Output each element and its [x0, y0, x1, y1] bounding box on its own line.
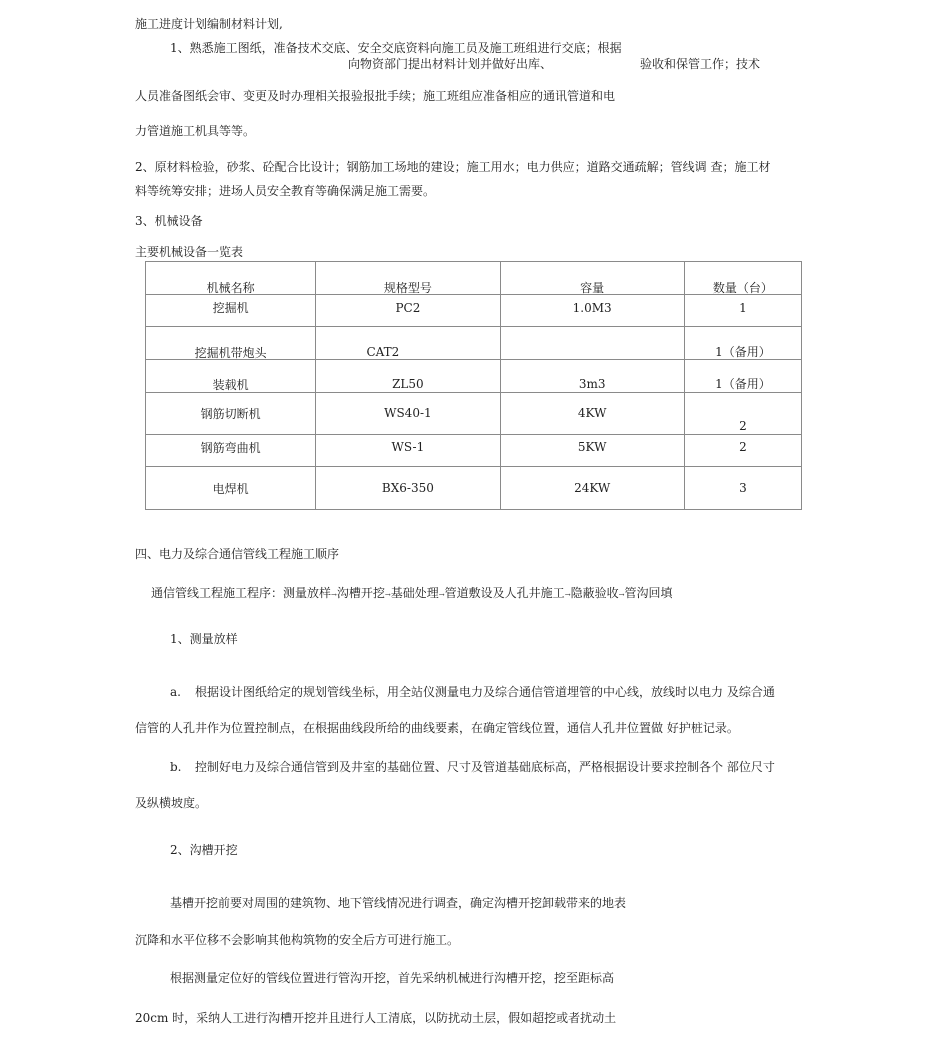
- table-row: [146, 295, 802, 327]
- sequence-step: 隐蔽验收: [570, 586, 619, 600]
- table-cell: CAT2: [316, 327, 500, 360]
- table-cell: ZL50: [316, 360, 500, 393]
- item-a-text: 根据设计图纸给定的规划管线坐标，用全站仪测量电力及综合通信管道埋管的中心线，放线时以电力 及综合通: [195, 685, 775, 699]
- paragraph-1-line-3: 人员准备图纸会审、变更及时办理相关报验报批手续；施工班组应准备相应的通讯管道和电: [135, 89, 616, 103]
- table-cell: 2: [684, 435, 801, 467]
- table-cell: 1（备用）: [684, 360, 801, 393]
- sequence-step: 沟槽开挖: [336, 586, 385, 600]
- paragraph-2-line-2: 料等统筹安排；进场人员安全教育等确保满足施工需要。: [135, 184, 436, 198]
- table-title: 主要机械设备一览表: [135, 245, 244, 259]
- table-cell: BX6-350: [316, 467, 500, 510]
- item-b-label: b.: [170, 760, 182, 774]
- table-cell: 钢筋切断机: [146, 393, 316, 435]
- table-cell: [500, 327, 684, 360]
- table-cell: WS40-1: [316, 393, 500, 435]
- trench-paragraph-line-4: 20cm 时，采纳人工进行沟槽开挖并且进行人工清底，以防扰动土层，假如超挖或者扰动土: [135, 1011, 617, 1025]
- table-cell: 5KW: [500, 435, 684, 467]
- table-cell: 1.0M3: [500, 295, 684, 327]
- arrow-icon: →: [384, 591, 391, 599]
- equipment-table: [145, 261, 802, 510]
- table-cell: 1: [684, 295, 801, 327]
- table-cell: 电焊机: [146, 467, 316, 510]
- item-a-text-line-2: 信管的人孔井作为位置控制点，在根据曲线段所给的曲线要素，在确定管线位置，通信人孔井位置做 好护桩记录。: [135, 721, 739, 735]
- paragraph-1-line-4: 力管道施工机具等等。: [135, 124, 256, 138]
- table-header-cell: 机械名称: [146, 262, 316, 295]
- trench-paragraph-line-3: 根据测量定位好的管线位置进行管沟开挖，首先采纳机械进行沟槽开挖，挖至距标高: [170, 971, 615, 985]
- table-header-cell: 规格型号: [316, 262, 500, 295]
- table-row: [146, 327, 802, 360]
- table-cell: 1（备用）: [684, 327, 801, 360]
- subheading-survey: 1、测量放样: [170, 632, 238, 646]
- arrow-icon: →: [564, 591, 571, 599]
- arrow-icon: →: [331, 591, 337, 599]
- sequence-step: 管沟回填: [624, 586, 673, 600]
- construction-sequence: [151, 585, 672, 603]
- table-row: [146, 435, 802, 467]
- paragraph-1-line-2-right: 验收和保管工作；技术: [640, 57, 761, 71]
- paragraph-1-line-2-left: 向物资部门提出材料计划并做好出库、: [348, 57, 553, 71]
- item-a-label: a.: [170, 685, 181, 699]
- paragraph-1-line-1: 1、熟悉施工图纸，准备技术交底、安全交底资料向施工员及施工班组进行交底；根据: [170, 41, 622, 55]
- trench-paragraph-line-1: 基槽开挖前要对周围的建筑物、地下管线情况进行调查，确定沟槽开挖卸载带来的地表: [170, 896, 627, 910]
- paragraph-2-line-1: 2、原材料检验，砂浆、砼配合比设计；钢筋加工场地的建设；施工用水；电力供应；道路交通疏解；管线调 查；施工材: [135, 160, 771, 174]
- table-cell: 3m3: [500, 360, 684, 393]
- table-cell: 装载机: [146, 360, 316, 393]
- subheading-trench: 2、沟槽开挖: [170, 843, 238, 857]
- arrow-icon: →: [618, 591, 625, 599]
- table-header-cell: 容量: [500, 262, 684, 295]
- sequence-step: 基础处理: [390, 586, 439, 600]
- table-cell: 钢筋弯曲机: [146, 435, 316, 467]
- table-cell: 挖掘机带炮头: [146, 327, 316, 360]
- table-cell: 4KW: [500, 393, 684, 435]
- sequence-intro: 通信管线工程施工程序：测量放样: [151, 586, 332, 600]
- table-header-cell: 数量（台）: [684, 262, 801, 295]
- trench-paragraph-line-2: 沉降和水平位移不会影响其他构筑物的安全后方可进行施工。: [135, 933, 460, 947]
- table-cell: 24KW: [500, 467, 684, 510]
- table-header-row: [146, 262, 802, 295]
- table-row: [146, 393, 802, 435]
- table-cell: 2: [684, 393, 801, 435]
- item-b-text: 控制好电力及综合通信管到及井室的基础位置、尺寸及管道基础底标高，严格根据设计要求控制各个 部位尺寸: [195, 760, 775, 774]
- table-cell: 3: [684, 467, 801, 510]
- table-cell: PC2: [316, 295, 500, 327]
- paragraph-intro: 施工进度计划编制材料计划,: [135, 17, 283, 31]
- table-row: [146, 467, 802, 510]
- table-cell: WS-1: [316, 435, 500, 467]
- item-b-text-line-2: 及纵横坡度。: [135, 796, 208, 810]
- sequence-step: 管道敷设及人孔井施工: [444, 586, 565, 600]
- section-4-heading: 四、电力及综合通信管线工程施工顺序: [135, 547, 340, 561]
- table-cell: 挖掘机: [146, 295, 316, 327]
- paragraph-3-heading: 3、机械设备: [135, 214, 203, 228]
- arrow-icon: →: [438, 591, 445, 599]
- table-row: [146, 360, 802, 393]
